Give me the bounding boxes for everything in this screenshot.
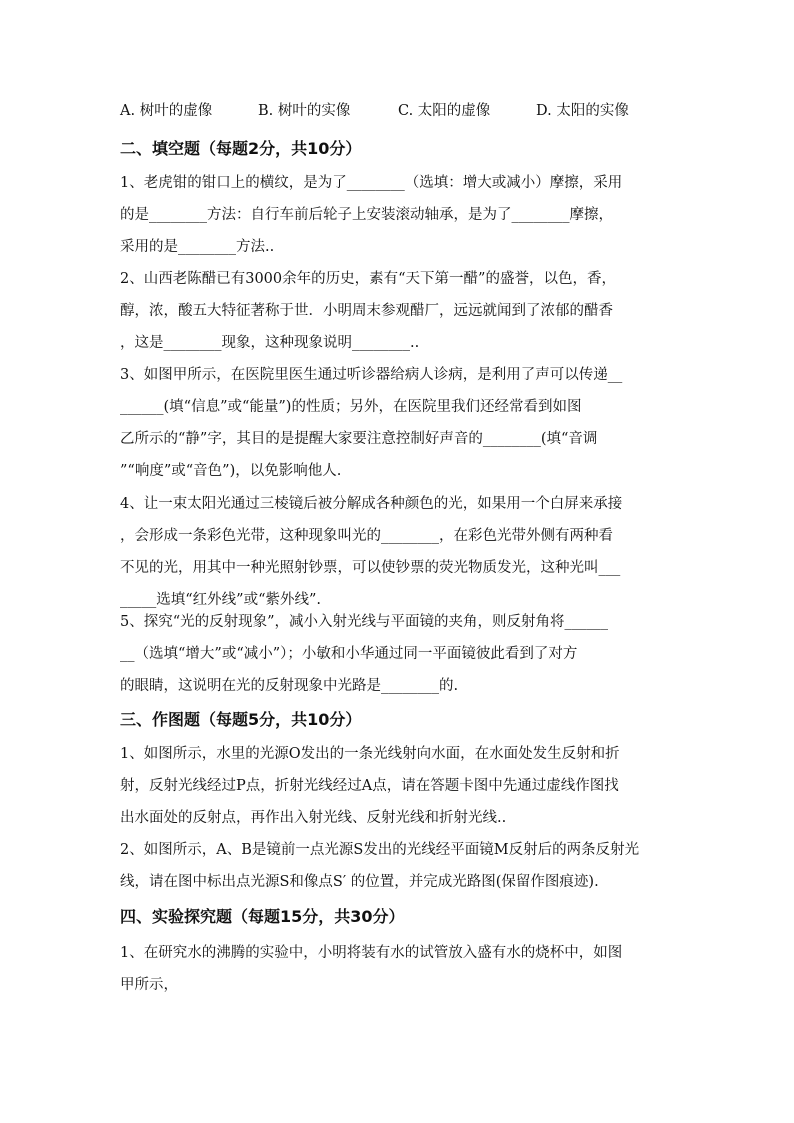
question-line: 线，请在图中标出点光源S和像点S′ 的位置，并完成光路图(保留作图痕迹). (120, 874, 599, 890)
question-line: 出水面处的反射点，再作出入射光线、反射光线和折射光线.. (120, 810, 507, 826)
question-line: ，会形成一条彩色光带，这种现象叫光的________，在彩色光带外侧有两种看 (120, 528, 613, 544)
section-4-question-1 (120, 937, 680, 1001)
question-line: ，这是________现象，这种现象说明________.. (120, 335, 420, 351)
option-d: D. 太阳的实像 (536, 103, 629, 119)
question-line: ”“响度”或“音色”)，以免影响他人. (120, 463, 342, 479)
section-3-question-2 (120, 834, 680, 898)
question-line: 5、探究“光的反射现象”，减小入射光线与平面镜的夹角，则反射角将______ (120, 614, 609, 630)
question-line: 的是________方法：自行车前后轮子上安装滚动轴承，是为了________摩擦， (120, 207, 613, 223)
section-4-heading: 四、实验探究题（每题15分，共30分） (120, 907, 405, 926)
question-line: 的眼睛，这说明在光的反射现象中光路是________的. (120, 678, 459, 694)
question-line: 2、如图所示，A、B是镜前一点光源S发出的光线经平面镜M反射后的两条反射光 (120, 842, 640, 858)
option-c: C. 太阳的虚像 (398, 103, 491, 119)
question-line: 射，反射光线经过P点，折射光线经过A点，请在答题卡图中先通过虚线作图找 (120, 778, 619, 794)
section-2-question-5 (120, 606, 680, 702)
question-line: 不见的光，用其中一种光照射钞票，可以使钞票的荧光物质发光，这种光叫___ (120, 560, 621, 576)
question-line: 醇，浓，酸五大特征著称于世．小明周末参观醋厂，远远就闻到了浓郁的醋香 (120, 303, 613, 319)
section-2-question-1 (120, 167, 680, 263)
choice-options (120, 99, 680, 123)
question-line: 4、让一束太阳光通过三棱镜后被分解成各种颜色的光，如果用一个白屏来承接 (120, 496, 623, 512)
question-line: ______(填“信息”或“能量”)的性质；另外，在医院里我们还经常看到如图 (120, 399, 582, 415)
option-b: B. 树叶的实像 (258, 103, 351, 119)
question-line: 乙所示的“静”字，其目的是提醒大家要注意控制好声音的________(填“音调 (120, 431, 598, 447)
section-3-heading: 三、作图题（每题5分，共10分） (120, 710, 362, 729)
question-line: 甲所示， (120, 977, 178, 993)
section-3-question-1 (120, 738, 680, 834)
question-line: _____选填“红外线”或“紫外线”. (120, 592, 322, 608)
question-line: 1、在研究水的沸腾的实验中，小明将装有水的试管放入盛有水的烧杯中，如图 (120, 945, 623, 961)
section-2-question-4 (120, 488, 680, 616)
question-line: 1、老虎钳的钳口上的横纹，是为了________（选填：增大或减小）摩擦，采用 (120, 175, 623, 191)
question-line: 3、如图甲所示，在医院里医生通过听诊器给病人诊病，是利用了声可以传递__ (120, 367, 623, 383)
section-2-question-2 (120, 263, 680, 359)
question-line: 采用的是________方法.. (120, 239, 275, 255)
question-line: __（选填“增大”或“减小”）；小敏和小华通过同一平面镜彼此看到了对方 (120, 646, 578, 662)
option-a: A. 树叶的虚像 (120, 103, 213, 119)
section-2-heading: 二、填空题（每题2分，共10分） (120, 139, 362, 158)
section-2-question-3 (120, 359, 680, 487)
question-line: 2、山西老陈醋已有3000余年的历史，素有“天下第一醋”的盛誉，以色，香， (120, 271, 616, 287)
question-line: 1、如图所示，水里的光源O发出的一条光线射向水面，在水面处发生反射和折 (120, 746, 620, 762)
